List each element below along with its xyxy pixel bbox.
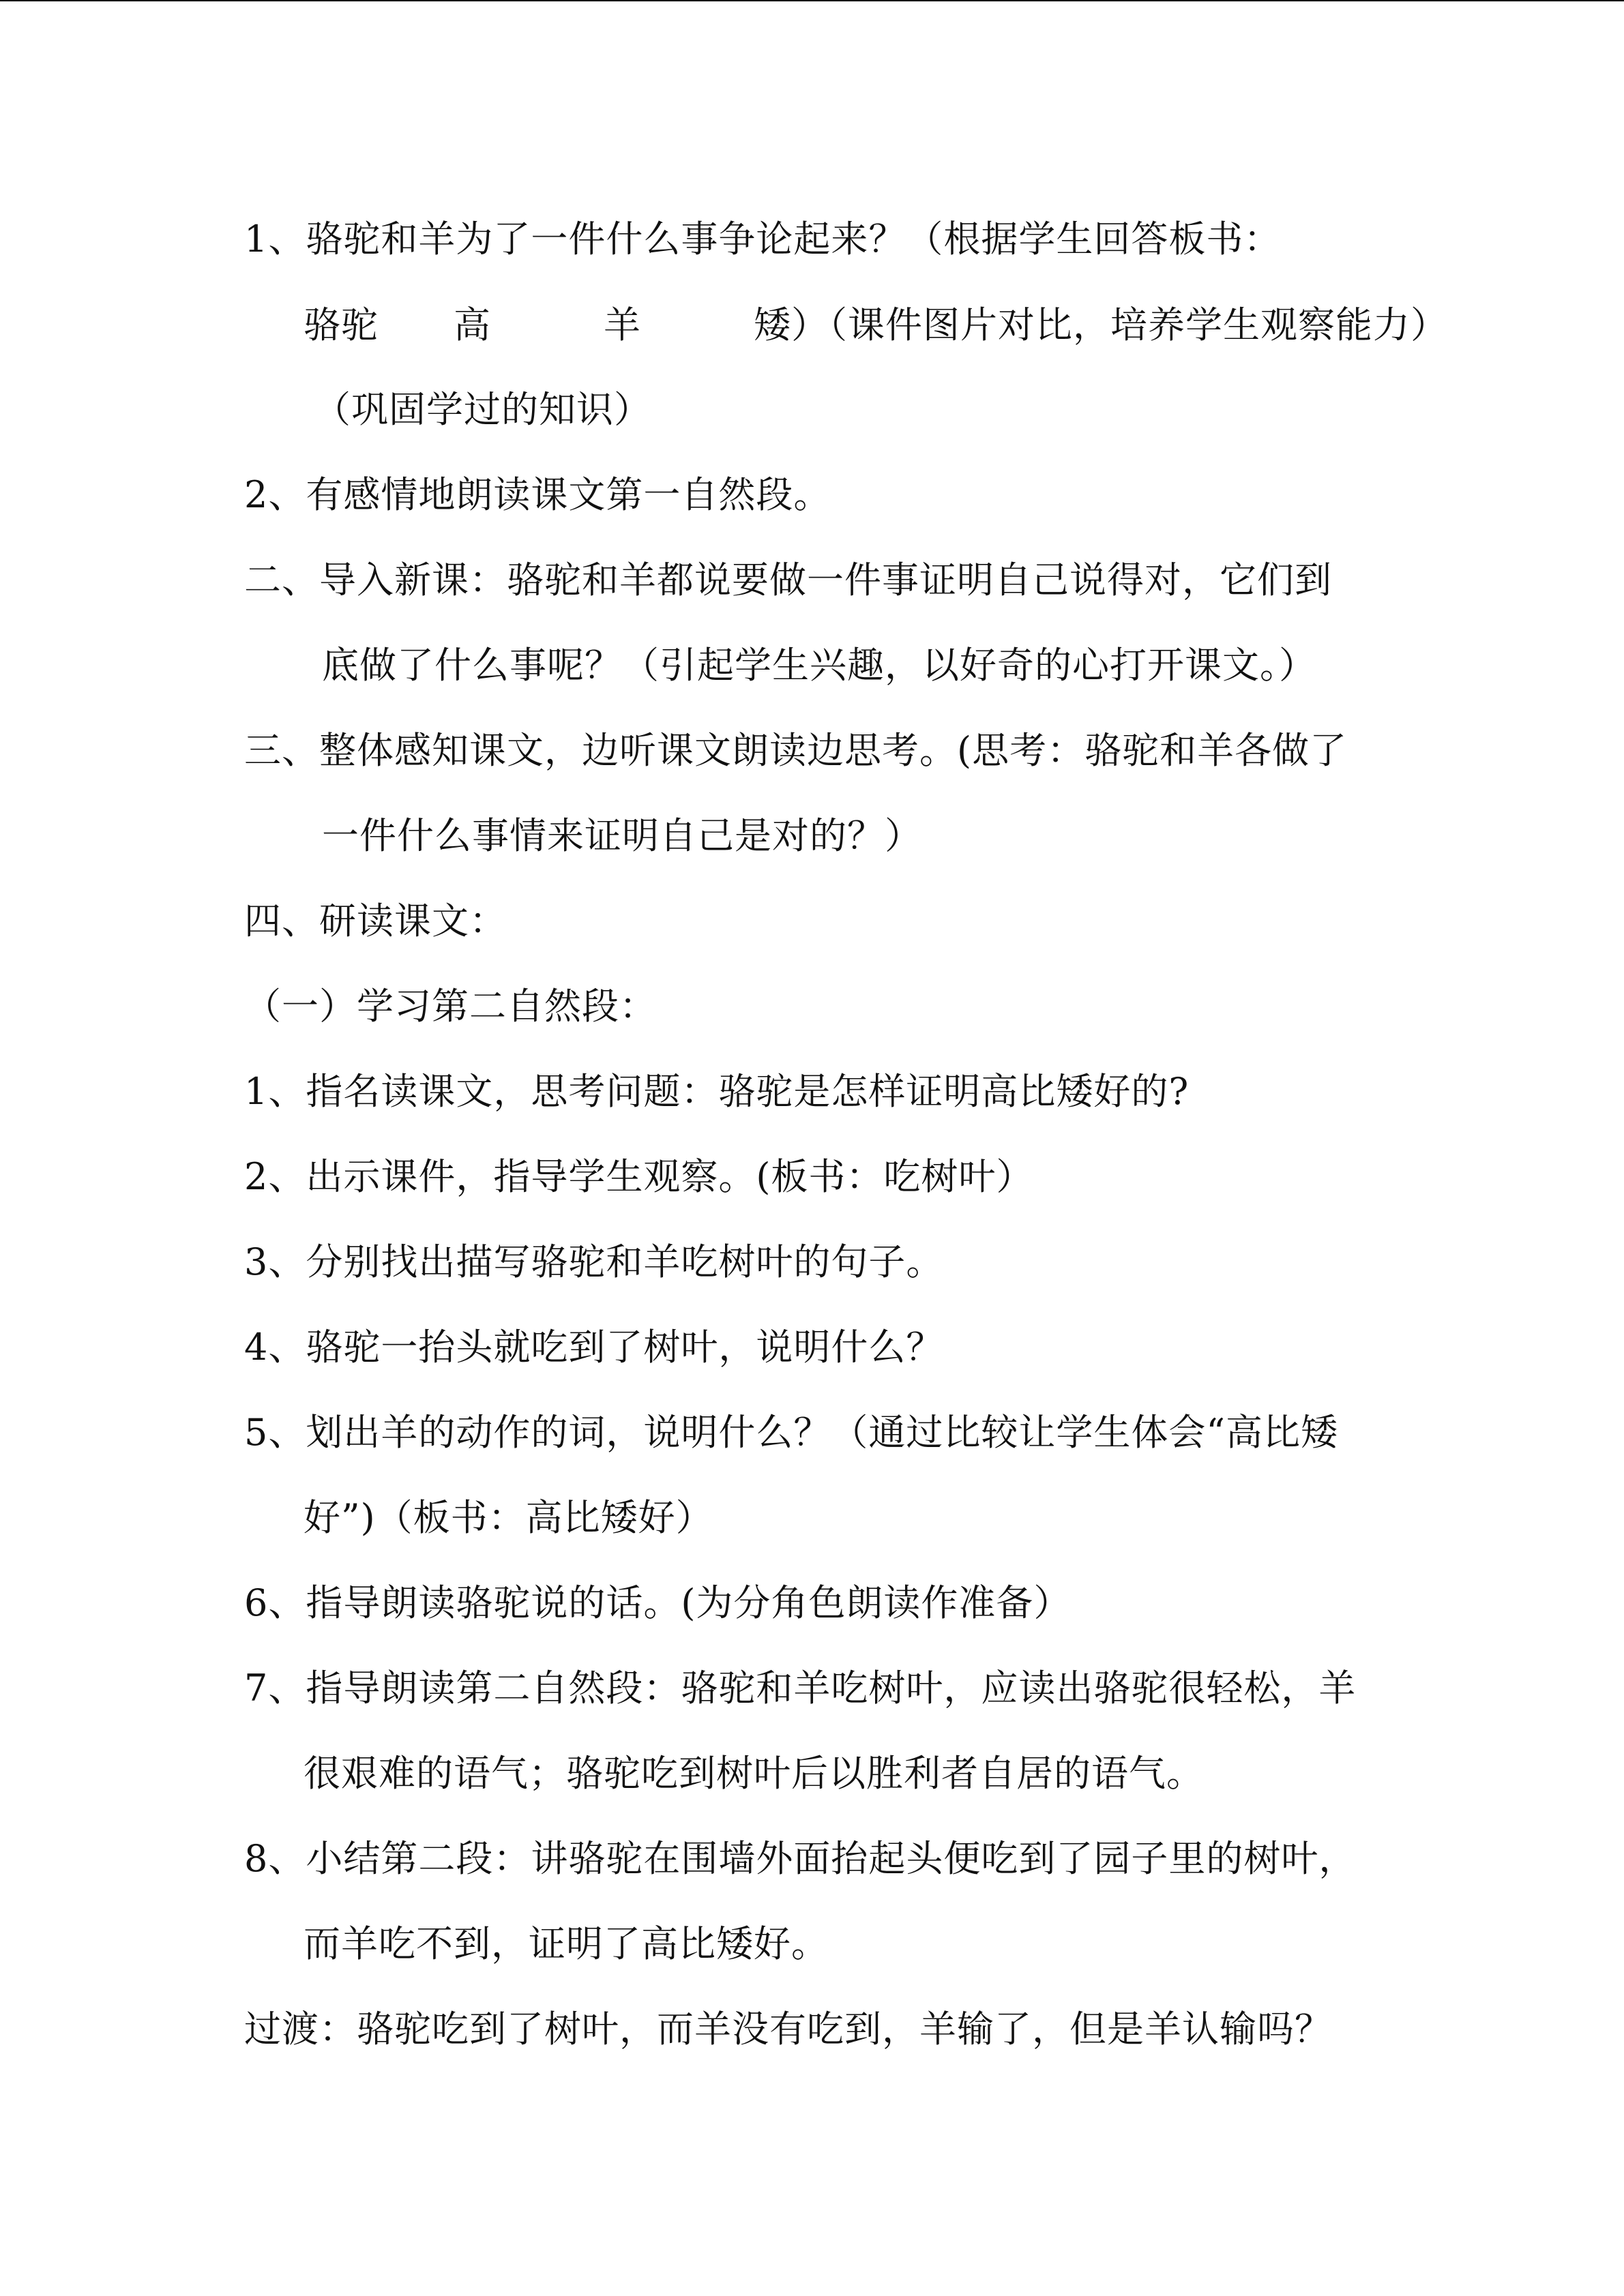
text-line-9: 四、研读课文： <box>244 899 507 942</box>
text-line-14: 4、骆驼一抬头就吃到了树叶，说明什么？ <box>244 1326 944 1369</box>
text-line-3: （巩固学过的知识） <box>314 388 651 431</box>
text-line-16: 好”)（板书：高比矮好） <box>304 1496 713 1539</box>
text-line-11: 1、指名读课文，思考问题：骆驼是怎样证明高比矮好的? <box>244 1070 1190 1113</box>
text-line-8: 一件什么事情来证明自己是对的？） <box>322 814 922 857</box>
text-line-15: 5、划出羊的动作的词，说明什么？（通过比较让学生体会“高比矮 <box>244 1411 1338 1454</box>
text-line-21: 而羊吃不到，证明了高比矮好。 <box>304 1922 829 1965</box>
text-line-2: 骆驼 高 羊 矮）（课件图片对比，培养学生观察能力） <box>304 303 1448 346</box>
text-line-7: 三、整体感知课文，边听课文朗读边思考。(思考：骆驼和羊各做了 <box>244 729 1348 772</box>
text-line-12: 2、出示课件，指导学生观察。(板书：吃树叶） <box>244 1155 1034 1198</box>
text-line-4: 2、有感情地朗读课文第一自然段。 <box>244 473 831 516</box>
text-line-5: 二、导入新课：骆驼和羊都说要做一件事证明自己说得对，它们到 <box>244 558 1332 601</box>
text-line-22: 过渡：骆驼吃到了树叶，而羊没有吃到，羊输了，但是羊认输吗？ <box>244 2008 1332 2051</box>
text-line-13: 3、分别找出描写骆驼和羊吃树叶的句子。 <box>244 1240 944 1283</box>
text-line-18: 7、指导朗读第二自然段：骆驼和羊吃树叶，应读出骆驼很轻松，羊 <box>244 1667 1357 1710</box>
text-line-1: 1、骆驼和羊为了一件什么事争论起来？（根据学生回答板书： <box>244 218 1282 260</box>
text-line-6: 底做了什么事呢？（引起学生兴趣，以好奇的心打开课文。） <box>322 644 1316 687</box>
text-line-20: 8、小结第二段：讲骆驼在围墙外面抬起头便吃到了园子里的树叶， <box>244 1837 1357 1880</box>
text-line-19: 很艰难的语气；骆驼吃到树叶后以胜利者自居的语气。 <box>304 1752 1204 1795</box>
text-line-17: 6、指导朗读骆驼说的话。(为分角色朗读作准备） <box>244 1581 1072 1624</box>
text-line-10: （一）学习第二自然段： <box>244 985 657 1028</box>
